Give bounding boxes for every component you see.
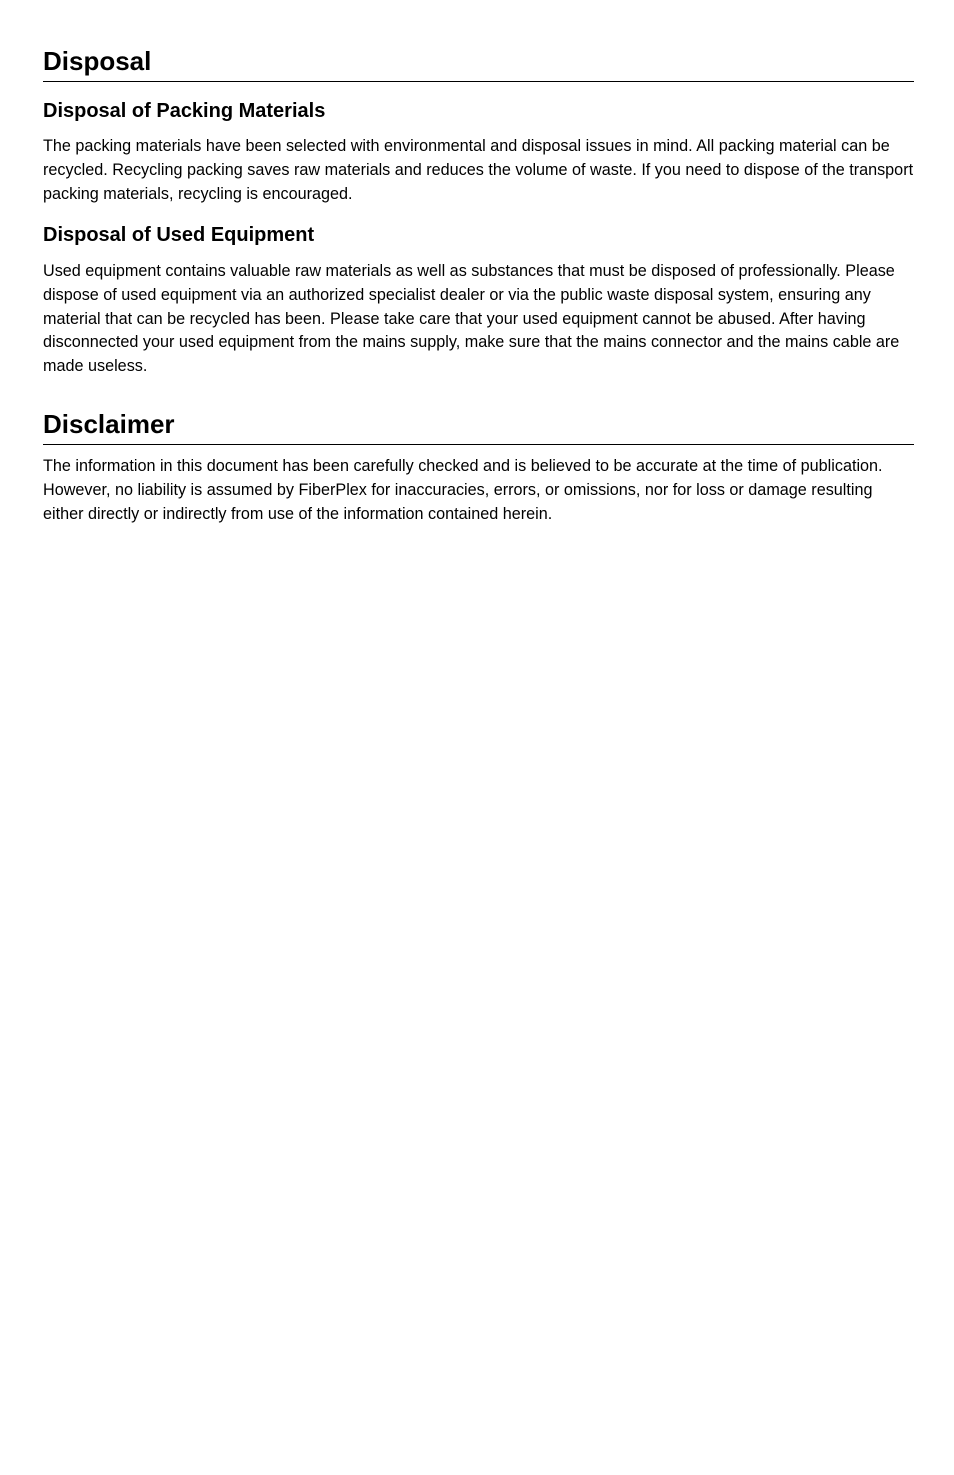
paragraph-used-equipment: Used equipment contains valuable raw materials as well as substances that must be disposed of professionally. Please dispose of used equipment via an authorized specialist dealer or via the public waste disposal system, ensuring any material that can be recycled has been. Please take care that your used equipment cannot be abused. After having disconnected your used equipment from the mains supply, make sure that the mains connector and the mains cable are made useless. <box>43 262 900 376</box>
paragraph-disclaimer: The information in this document has been carefully checked and is believed to be accurate at the time of publication. However, no liability is assumed by FiberPlex for inaccuracies, errors, or omissions, nor for loss or damage resulting either directly or indirectly from use of the information contained herein. <box>43 457 883 523</box>
section-title-disposal: Disposal <box>43 46 152 76</box>
subsection-heading-used-equipment: Disposal of Used Equipment <box>43 224 315 246</box>
subsection-heading-packing-materials: Disposal of Packing Materials <box>43 100 326 122</box>
paragraph-packing-materials: The packing materials have been selected with environmental and disposal issues in mind. All packing material can be recycled. Recycling packing saves raw materials and reduces the volume of waste. If you need to dispose of the transport packing materials, recycling is encouraged. <box>43 137 914 203</box>
section-divider <box>43 444 914 445</box>
section-title-disclaimer: Disclaimer <box>43 409 175 439</box>
section-divider <box>43 81 914 82</box>
